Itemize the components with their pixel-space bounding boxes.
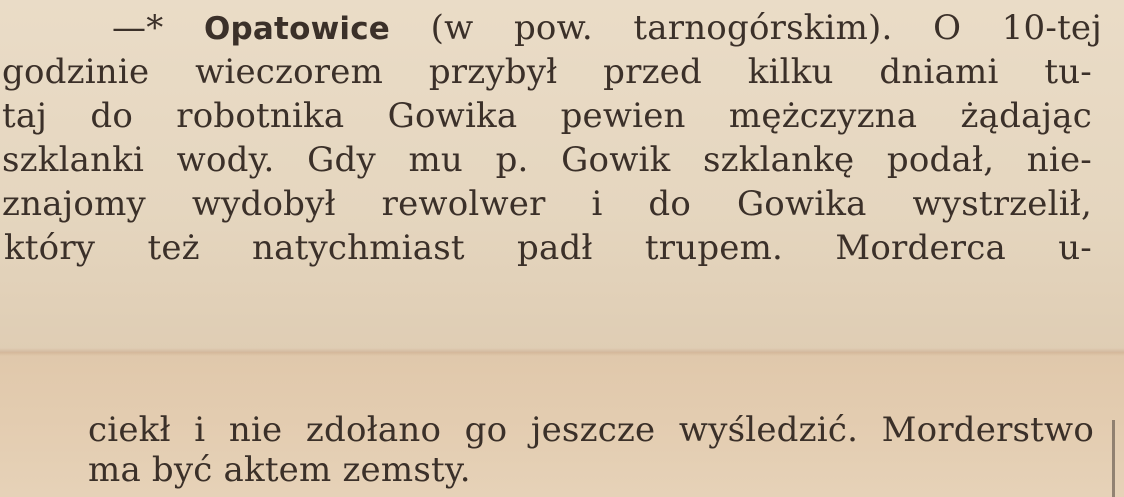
article-line-1 — [0, 6, 1102, 51]
article-line-7: ciekł i nie zdołano go jeszcze wyśledzić. Morderstwo — [88, 410, 1094, 450]
article-dash-marker: —* — [112, 8, 164, 48]
paper-fold-line — [0, 348, 1124, 356]
article-line-2: godzinie wieczorem przybył przed kilku dniami tu- — [2, 52, 1092, 92]
article-line-8: ma być aktem zemsty. — [88, 450, 471, 490]
article-line-3: taj do robotnika Gowika pewien mężczyzna żądając — [2, 96, 1092, 136]
article-line-5: znajomy wydobył rewolwer i do Gowika wystrzelił, — [2, 184, 1092, 224]
article-line-6: który też natychmiast padł trupem. Morderca u- — [4, 228, 1092, 268]
article-place-name: Opatowice — [203, 11, 391, 47]
article-line-4: szklanki wody. Gdy mu p. Gowik szklankę podał, nie- — [2, 140, 1092, 180]
article-line-1-text: (w pow. tarnogórskim). O 10-tej — [430, 8, 1102, 48]
